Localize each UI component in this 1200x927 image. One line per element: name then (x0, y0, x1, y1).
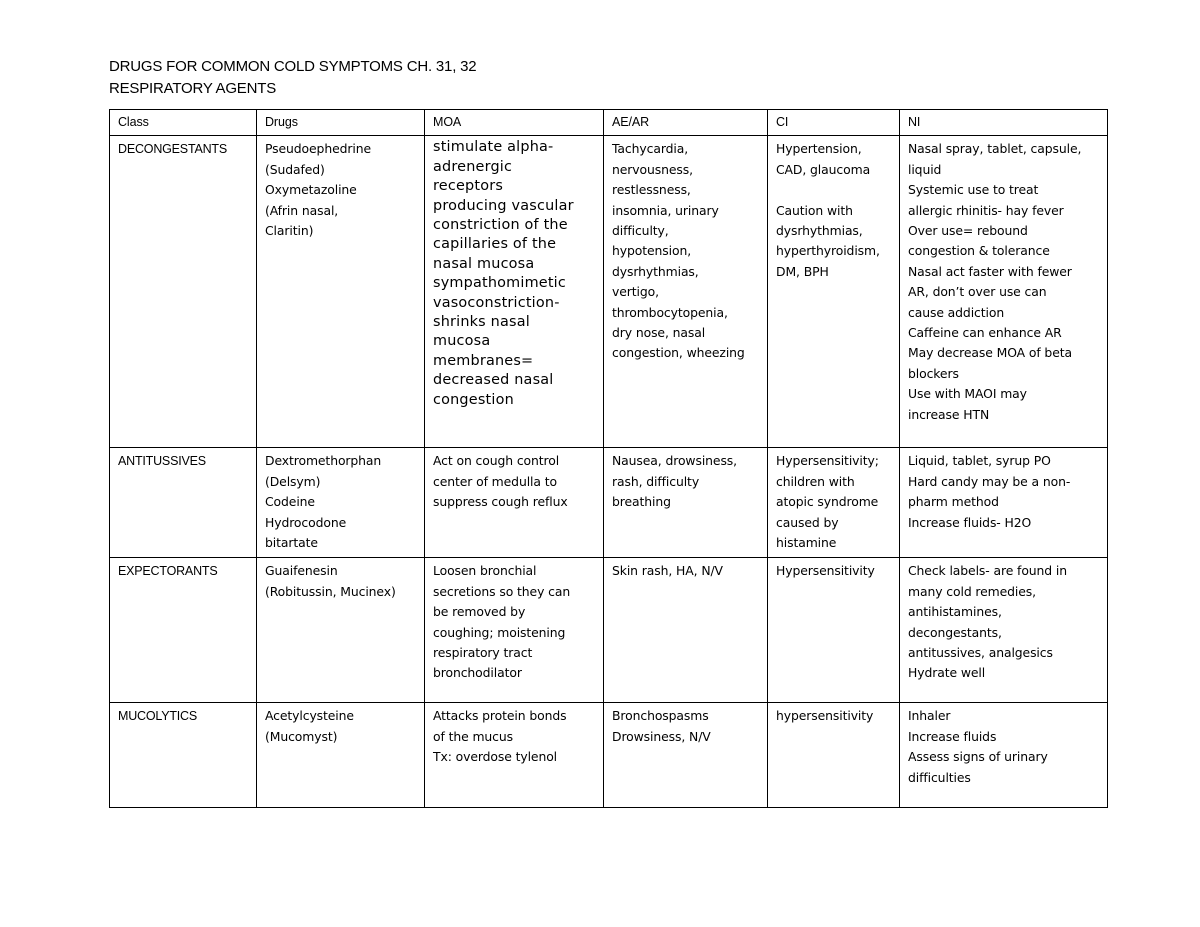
cell-line: many cold remedies, (908, 583, 1036, 599)
cell-line: Over use= rebound (908, 223, 1028, 239)
cell-line: congestion, wheezing (612, 345, 745, 361)
cell-line: difficulty, (612, 223, 669, 239)
cell-line: congestion (433, 391, 514, 408)
cell-line: nervousness, (612, 161, 693, 177)
table-row (110, 703, 1108, 808)
cell-line: Check labels- are found in (908, 563, 1068, 579)
cell-line: nasal mucosa (433, 255, 535, 272)
cell-line: decongestants, (908, 624, 1002, 640)
cell-line: insomnia, urinary (612, 202, 719, 218)
cell-line: Hypersensitivity; (776, 453, 879, 469)
cell-line: Claritin) (265, 223, 314, 239)
cell-line: bronchodilator (433, 665, 522, 681)
cell-line: Attacks protein bonds (433, 708, 567, 724)
document-subtitle: RESPIRATORY AGENTS (109, 80, 277, 97)
cell-line: vasoconstriction- (433, 294, 560, 311)
cell-line: Inhaler (908, 708, 951, 724)
ci-cell (768, 136, 900, 448)
cell-line: Codeine (265, 494, 315, 510)
cell-line: breathing (612, 494, 671, 510)
cell-line: antitussives, analgesics (908, 645, 1053, 661)
cell-line: Increase fluids- H2O (908, 514, 1032, 530)
cell-line: membranes= (433, 352, 534, 369)
cell-line: Hypertension, (776, 141, 862, 157)
cell-line: suppress cough reflux (433, 494, 568, 510)
ni-cell (900, 703, 1108, 808)
cell-line: of the mucus (433, 728, 513, 744)
cell-line: difficulties (908, 769, 971, 785)
cell-line: Use with MAOI may (908, 386, 1027, 402)
drugs-cell (257, 703, 425, 808)
cell-line: Act on cough control (433, 453, 560, 469)
cell-line: producing vascular (433, 197, 574, 214)
cell-line: decreased nasal (433, 372, 554, 389)
cell-line: respiratory tract (433, 645, 533, 661)
ni-cell (900, 558, 1108, 703)
cell-line: Skin rash, HA, N/V (612, 563, 723, 579)
cell-line: (Mucomyst) (265, 728, 338, 744)
cell-line: Hydrocodone (265, 514, 347, 530)
cell-line: coughing; moistening (433, 624, 566, 640)
cell-line: mucosa (433, 333, 491, 350)
cell-line: constriction of the (433, 217, 568, 234)
cell-line: Hydrate well (908, 665, 986, 681)
class-cell: EXPECTORANTS (110, 558, 257, 703)
cell-line: sympathomimetic (433, 275, 566, 292)
cell-line: caused by (776, 514, 839, 530)
table-row (110, 136, 1108, 448)
cell-line: Acetylcysteine (265, 708, 354, 724)
cell-line: be removed by (433, 604, 526, 620)
cell-line: capillaries of the (433, 236, 557, 253)
class-cell: DECONGESTANTS (110, 136, 257, 448)
document-title: DRUGS FOR COMMON COLD SYMPTOMS CH. 31, 32 (109, 58, 477, 75)
ae-ar-cell (604, 448, 768, 558)
cell-line: shrinks nasal (433, 314, 530, 331)
cell-line: allergic rhinitis- hay fever (908, 202, 1064, 218)
header-class: Class (110, 110, 257, 136)
table-row (110, 448, 1108, 558)
cell-line: CAD, glaucoma (776, 161, 871, 177)
cell-line: Caution with (776, 202, 853, 218)
cell-line: Pseudoephedrine (265, 141, 371, 157)
cell-line: secretions so they can (433, 583, 571, 599)
header-moa: MOA (425, 110, 604, 136)
cell-line: Nausea, drowsiness, (612, 453, 737, 469)
cell-line: vertigo, (612, 284, 659, 300)
cell-line: dry nose, nasal (612, 325, 706, 341)
header-drugs: Drugs (257, 110, 425, 136)
cell-line: Hard candy may be a non- (908, 473, 1071, 489)
cell-line: antihistamines, (908, 604, 1002, 620)
cell-line: congestion & tolerance (908, 243, 1050, 259)
cell-line: (Afrin nasal, (265, 202, 339, 218)
cell-line: Bronchospasms (612, 708, 709, 724)
cell-line: AR, don’t over use can (908, 284, 1047, 300)
cell-line: stimulate alpha- (433, 139, 554, 156)
ci-cell (768, 558, 900, 703)
drugs-cell (257, 448, 425, 558)
moa-cell (425, 558, 604, 703)
ni-cell (900, 136, 1108, 448)
cell-line: hypotension, (612, 243, 692, 259)
cell-line: (Robitussin, Mucinex) (265, 583, 396, 599)
ae-ar-cell (604, 703, 768, 808)
ae-ar-cell (604, 558, 768, 703)
cell-line: (Delsym) (265, 473, 321, 489)
cell-line: DM, BPH (776, 263, 829, 279)
cell-line: cause addiction (908, 304, 1005, 320)
cell-line: hypersensitivity (776, 708, 874, 724)
document-header (109, 56, 476, 100)
cell-line: pharm method (908, 494, 999, 510)
cell-line: children with (776, 473, 855, 489)
ci-cell (768, 703, 900, 808)
cell-line: May decrease MOA of beta (908, 345, 1072, 361)
cell-line: Caffeine can enhance AR (908, 325, 1062, 341)
cell-line: restlessness, (612, 182, 691, 198)
cell-line: dysrhythmias, (776, 223, 863, 239)
cell-line: Hypersensitivity (776, 563, 875, 579)
ae-ar-cell (604, 136, 768, 448)
cell-line: (Sudafed) (265, 161, 325, 177)
moa-cell (425, 136, 604, 448)
cell-line: rash, difficulty (612, 473, 700, 489)
cell-line: Increase fluids (908, 728, 997, 744)
header-ni: NI (900, 110, 1108, 136)
cell-line: Nasal act faster with fewer (908, 263, 1072, 279)
cell-line: Oxymetazoline (265, 182, 357, 198)
class-cell: ANTITUSSIVES (110, 448, 257, 558)
cell-line: receptors (433, 178, 504, 195)
ci-cell (768, 448, 900, 558)
moa-cell (425, 703, 604, 808)
cell-line: adrenergic (433, 158, 513, 175)
moa-cell (425, 448, 604, 558)
header-ae-ar: AE/AR (604, 110, 768, 136)
cell-line: Drowsiness, N/V (612, 728, 711, 744)
cell-line: Systemic use to treat (908, 182, 1039, 198)
cell-line: Guaifenesin (265, 563, 338, 579)
cell-line: Assess signs of urinary (908, 749, 1048, 765)
cell-line: center of medulla to (433, 473, 557, 489)
cell-line: histamine (776, 535, 837, 551)
ni-cell (900, 448, 1108, 558)
cell-line: dysrhythmias, (612, 263, 699, 279)
cell-line: Liquid, tablet, syrup PO (908, 453, 1051, 469)
drug-table (109, 109, 1108, 808)
cell-line: thrombocytopenia, (612, 304, 728, 320)
cell-line: Nasal spray, tablet, capsule, (908, 141, 1082, 157)
cell-line: hyperthyroidism, (776, 243, 880, 259)
drugs-cell (257, 136, 425, 448)
cell-line: Loosen bronchial (433, 563, 537, 579)
cell-line: Dextromethorphan (265, 453, 382, 469)
cell-line: Tx: overdose tylenol (433, 749, 558, 765)
cell-line: blockers (908, 365, 959, 381)
table-header-row (110, 110, 1108, 136)
table-row (110, 558, 1108, 703)
cell-line: Tachycardia, (612, 141, 689, 157)
cell-line: atopic syndrome (776, 494, 879, 510)
header-ci: CI (768, 110, 900, 136)
cell-line: liquid (908, 161, 942, 177)
cell-line: increase HTN (908, 406, 990, 422)
cell-spacer (776, 180, 891, 200)
class-cell: MUCOLYTICS (110, 703, 257, 808)
drugs-cell (257, 558, 425, 703)
cell-line: bitartate (265, 535, 318, 551)
